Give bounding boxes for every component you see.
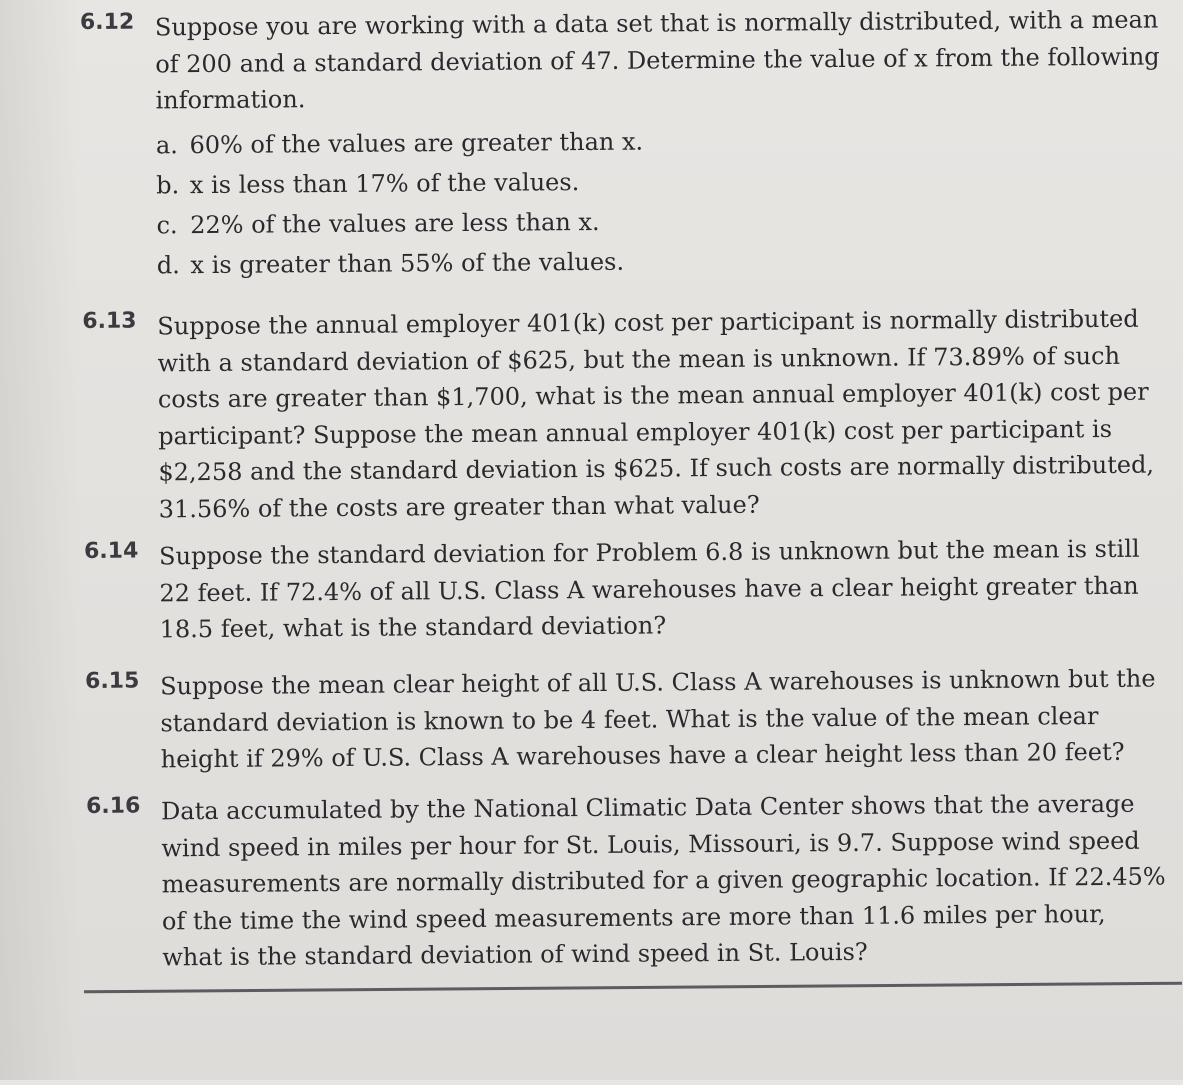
problem-parts bbox=[156, 117, 1162, 285]
problem-number: 6.13 bbox=[82, 308, 137, 334]
problem-number: 6.12 bbox=[79, 9, 135, 36]
part-text: 22% of the values are less than x. bbox=[190, 207, 600, 239]
problem-6-12 bbox=[80, 2, 1162, 286]
problem-text: Suppose the annual employer 401(k) cost per participant is normally distributed with a standard deviation of $625, but the mean is unknown. If 73.89% of such costs are greater than $1,700, what is the mean annual employer 401(k) cost per participant? Suppose the mean annual employer 401(k) cost per participant is $2,258 and the standard deviation is $625. If such costs are normally distributed, 31.56% of the costs are greater than what value? bbox=[157, 304, 1155, 523]
part-text: 60% of the values are greater than x. bbox=[189, 127, 644, 159]
part-text: x is greater than 55% of the values. bbox=[190, 247, 625, 279]
part-label: d. bbox=[156, 250, 180, 279]
part-d bbox=[157, 237, 1162, 285]
problem-text: Data accumulated by the National Climatic Data Center shows that the average wind speed in miles per hour for St. Louis, Missouri, is 9.7. Suppose wind speed measurements are normally distributed for a given geographic location. If 22.45% of the time the wind speed measurements are more than 11.6 miles per hour, what is the standard deviation of wind speed in St. Louis? bbox=[161, 789, 1166, 972]
problem-text: Suppose the mean clear height of all U.S. Class A warehouses is unknown but the standard deviation is known to be 4 feet. What is the value of the mean clear height if 29% of U.S. Class A warehouses have a clear height less than 20 feet? bbox=[160, 664, 1156, 774]
part-label: b. bbox=[156, 170, 180, 199]
problem-6-15 bbox=[85, 660, 1166, 778]
problem-number: 6.16 bbox=[85, 793, 141, 819]
problem-number: 6.15 bbox=[84, 668, 140, 694]
problem-6-14 bbox=[84, 531, 1165, 649]
part-label: c. bbox=[156, 210, 178, 239]
problem-6-13 bbox=[82, 301, 1164, 528]
problem-number: 6.14 bbox=[83, 538, 139, 564]
part-label: a. bbox=[155, 130, 178, 159]
problem-text: Suppose the standard deviation for Problem 6.8 is unknown but the mean is still 22 feet. If 72.4% of all U.S. Class A warehouses have a clear height greater than 18.5 feet, what is the standard deviation? bbox=[159, 534, 1140, 644]
part-text: x is less than 17% of the values. bbox=[189, 167, 580, 199]
problem-text: Suppose you are working with a data set that is normally distributed, with a mean of 200 and a standard deviation of 47. Determine the value of x from the following information. bbox=[154, 5, 1160, 115]
problem-6-16 bbox=[86, 785, 1167, 976]
